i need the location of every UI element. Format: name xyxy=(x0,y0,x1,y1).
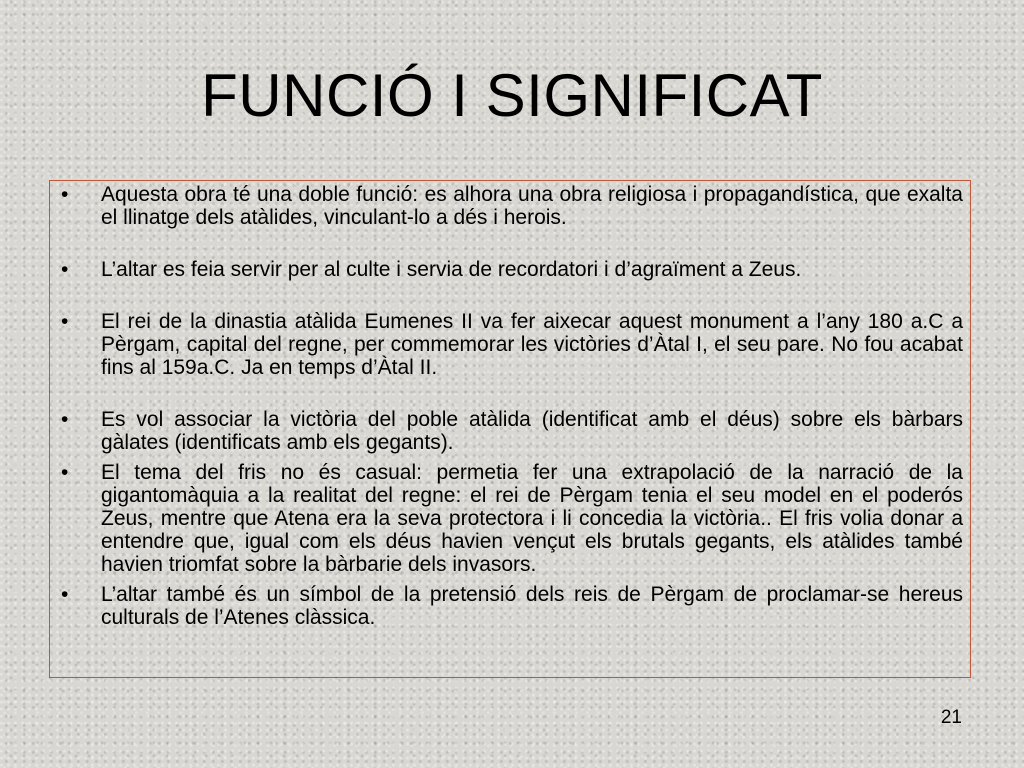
bullet-item xyxy=(57,461,963,576)
bullet-text: L’altar també és un símbol de la pretensió dels reis de Pèrgam de proclamar-se hereus culturals de l’Atenes clàssica. xyxy=(101,583,963,629)
bullet-dot: • xyxy=(61,183,69,206)
bullet-dot: • xyxy=(61,258,69,281)
bullet-item xyxy=(57,583,963,629)
bullet-dot: • xyxy=(61,461,69,484)
bullet-dot: • xyxy=(61,310,69,333)
bullet-item xyxy=(57,258,963,281)
bullet-item xyxy=(57,408,963,454)
bullet-text: El tema del fris no és casual: permetia fer una extrapolació de la narració de la gigantomàquia a la realitat del regne: el rei de Pèrgam tenia el seu model en el poderós Zeus, mentre que Atena era la seva protectora i li concedia la victòria.. El fris volia donar a entendre que, igual com els déus havien vençut els brutals gegants, els atàlides també havien triomfat sobre la bàrbarie dels invasors. xyxy=(101,461,963,576)
bullet-list xyxy=(57,183,963,629)
bullet-text: L’altar es feia servir per al culte i servia de recordatori i d’agraïment a Zeus. xyxy=(101,258,802,281)
bullet-dot: • xyxy=(61,408,69,431)
bullet-dot: • xyxy=(61,583,69,606)
bullet-item xyxy=(57,310,963,379)
bullet-text: Es vol associar la victòria del poble atàlida (identificat amb el déus) sobre els bàrbars gàlates (identificats amb els gegants). xyxy=(101,408,963,454)
page-number: 21 xyxy=(940,707,962,728)
bullet-text: Aquesta obra té una doble funció: es alhora una obra religiosa i propagandística, que exalta el llinatge dels atàlides, vinculant-lo a dés i herois. xyxy=(101,183,963,229)
bullet-text: El rei de la dinastia atàlida Eumenes II va fer aixecar aquest monument a l’any 180 a.C a Pèrgam, capital del regne, per commemorar les victòries d’Àtal I, el seu pare. No fou acabat fins al 159a.C. Ja en temps d’Àtal II. xyxy=(101,310,963,379)
slide-title: FUNCIÓ I SIGNIFICAT xyxy=(201,62,823,129)
bullet-item xyxy=(57,183,963,229)
